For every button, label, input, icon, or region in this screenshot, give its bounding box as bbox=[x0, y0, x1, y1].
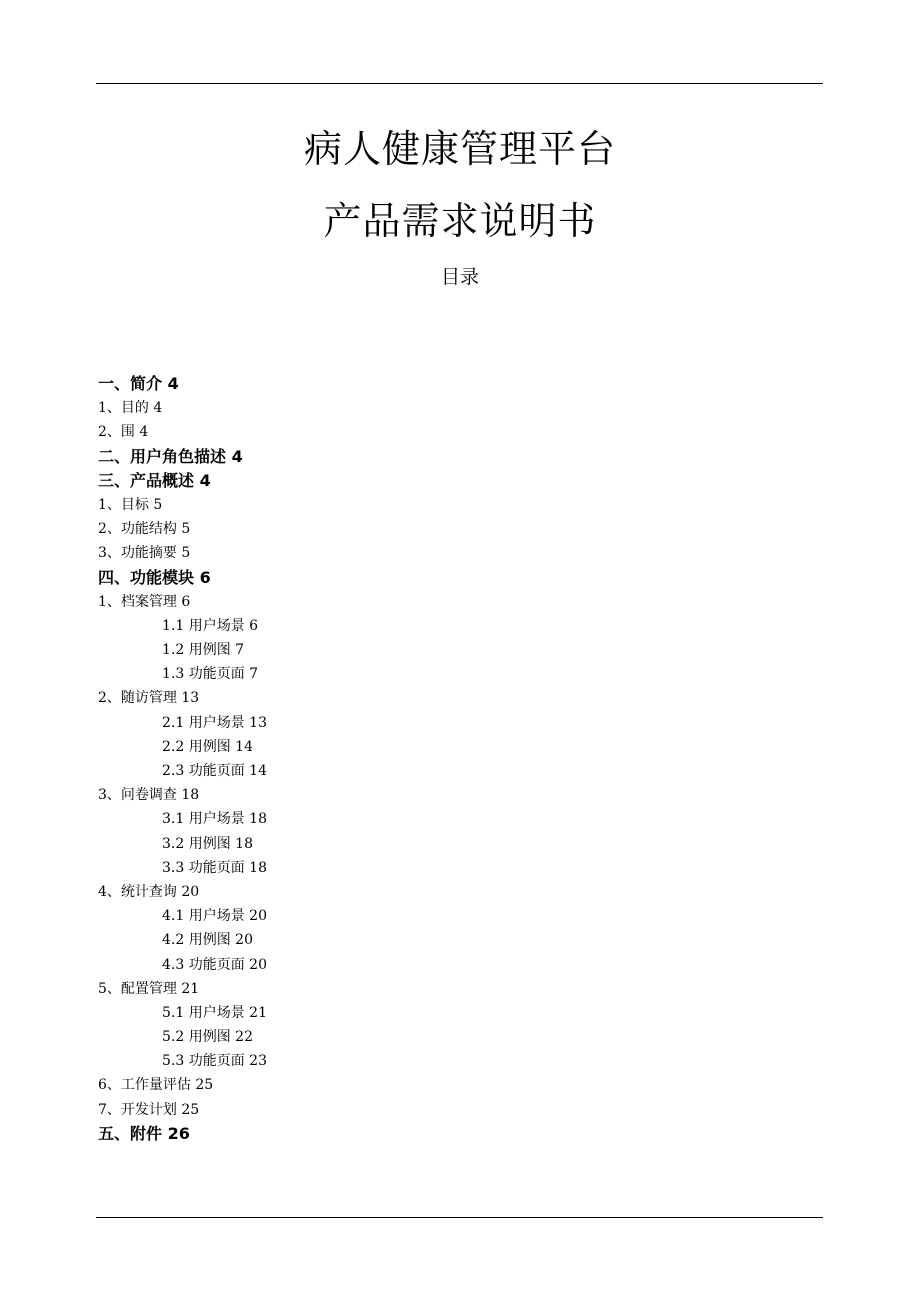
toc-subsection[interactable]: 3.3 功能页面 18 bbox=[162, 859, 267, 876]
toc-subsection[interactable]: 4.3 功能页面 20 bbox=[162, 956, 267, 973]
toc-subsection[interactable]: 1.3 功能页面 7 bbox=[162, 666, 259, 683]
toc-heading: 目录 bbox=[440, 266, 479, 288]
toc-subsection[interactable]: 4.1 用户场景 20 bbox=[162, 908, 267, 925]
footer-rule bbox=[96, 1217, 823, 1218]
toc-chapter[interactable]: 五、附件 26 bbox=[98, 1123, 190, 1143]
toc-chapter[interactable]: 二、用户角色描述 4 bbox=[98, 446, 243, 466]
toc-subsection[interactable]: 3.2 用例图 18 bbox=[162, 835, 253, 852]
toc-section[interactable]: 5、配置管理 21 bbox=[98, 980, 200, 997]
toc-subsection[interactable]: 5.1 用户场景 21 bbox=[162, 1004, 267, 1021]
toc-section[interactable]: 1、档案管理 6 bbox=[98, 593, 191, 610]
toc-section[interactable]: 1、目的 4 bbox=[98, 400, 163, 417]
toc-section[interactable]: 6、工作量评估 25 bbox=[98, 1077, 214, 1094]
toc-section[interactable]: 2、随访管理 13 bbox=[98, 690, 200, 707]
toc-subsection[interactable]: 3.1 用户场景 18 bbox=[162, 811, 267, 828]
toc-section[interactable]: 1、目标 5 bbox=[98, 496, 163, 513]
toc-subsection[interactable]: 4.2 用例图 20 bbox=[162, 932, 253, 949]
toc-section[interactable]: 4、统计查询 20 bbox=[98, 883, 200, 900]
toc-section[interactable]: 2、功能结构 5 bbox=[98, 521, 191, 538]
toc-subsection[interactable]: 2.1 用户场景 13 bbox=[162, 714, 267, 731]
toc-section[interactable]: 3、功能摘要 5 bbox=[98, 545, 191, 562]
header-rule bbox=[96, 83, 823, 84]
toc-section[interactable]: 3、问卷调查 18 bbox=[98, 787, 200, 804]
toc-chapter[interactable]: 三、产品概述 4 bbox=[98, 470, 211, 490]
toc-section[interactable]: 2、围 4 bbox=[98, 424, 149, 441]
toc-section[interactable]: 7、开发计划 25 bbox=[98, 1101, 200, 1118]
toc-subsection[interactable]: 1.2 用例图 7 bbox=[162, 642, 245, 659]
toc-chapter[interactable]: 四、功能模块 6 bbox=[98, 567, 211, 587]
document-subtitle: 产品需求说明书 bbox=[323, 199, 597, 243]
toc-subsection[interactable]: 2.3 功能页面 14 bbox=[162, 763, 267, 779]
toc-subsection[interactable]: 5.2 用例图 22 bbox=[162, 1029, 253, 1046]
table-of-contents bbox=[98, 372, 267, 1146]
toc-subsection[interactable]: 1.1 用户场景 6 bbox=[162, 617, 259, 634]
toc-subsection[interactable]: 5.3 功能页面 23 bbox=[162, 1053, 267, 1070]
toc-chapter[interactable]: 一、简介 4 bbox=[98, 374, 179, 393]
document-title: 病人健康管理平台 bbox=[303, 127, 616, 171]
toc-subsection[interactable]: 2.2 用例图 14 bbox=[162, 738, 253, 755]
